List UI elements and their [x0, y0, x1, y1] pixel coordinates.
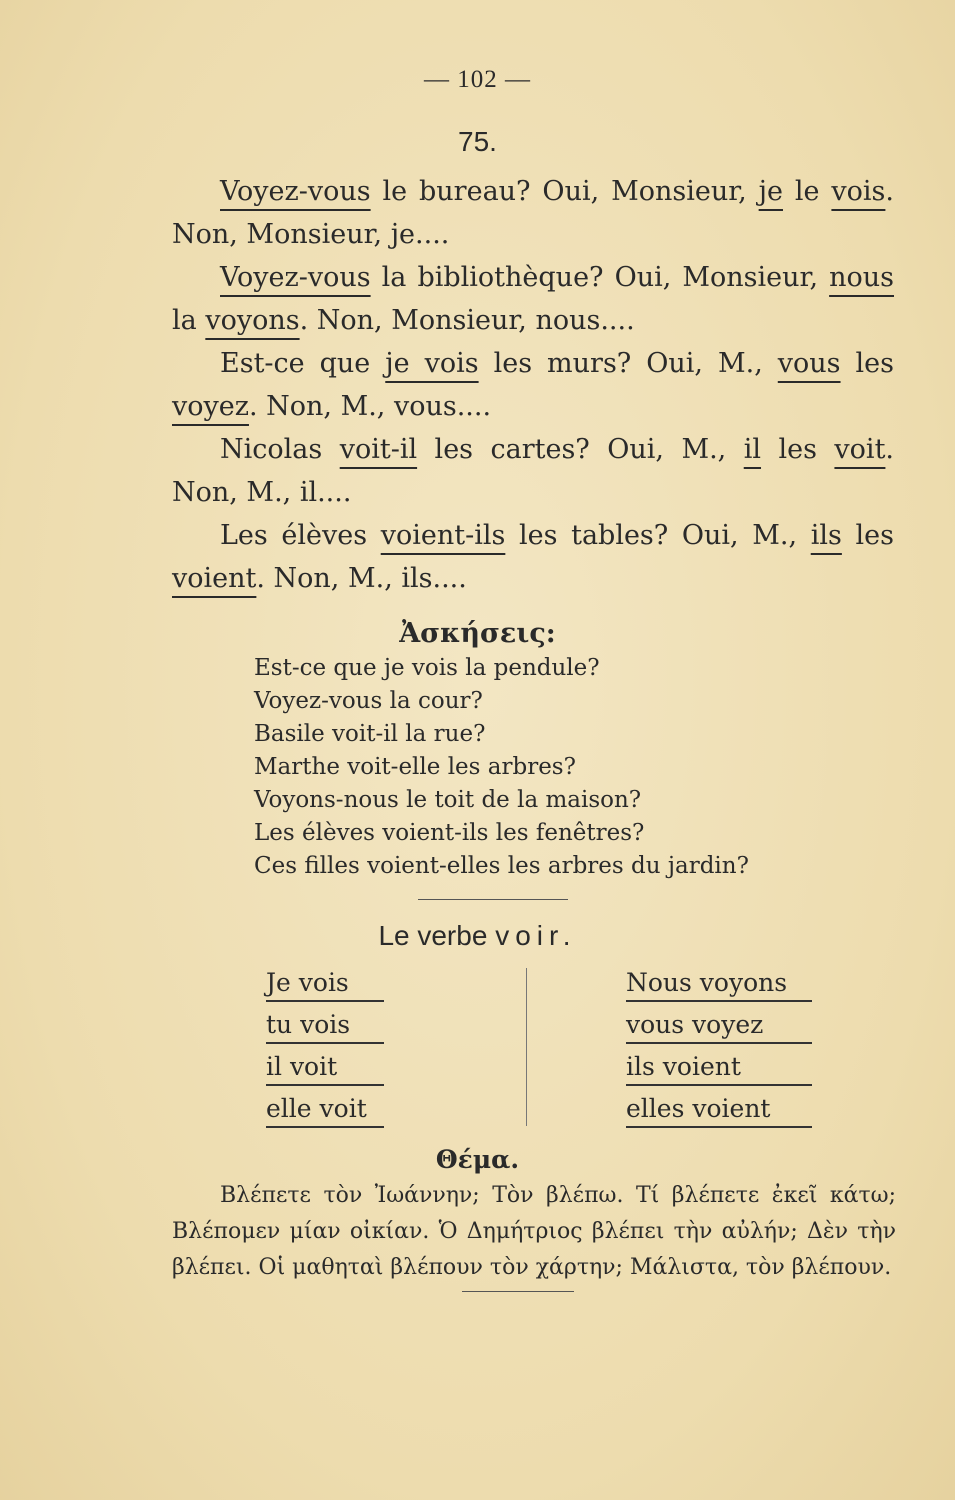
- underlined-word: voyons: [205, 305, 300, 336]
- text-run: les murs? Oui, M.,: [478, 348, 778, 379]
- theme-title: Θέμα.: [435, 1145, 520, 1174]
- text-run: Les élèves: [220, 520, 381, 551]
- underlined-word: vous: [777, 348, 841, 379]
- reading-paragraph: [172, 428, 894, 514]
- verb-title: [0, 920, 955, 952]
- exercise-item: Les élèves voient-ils les fenêtres?: [254, 820, 645, 846]
- conjugation-cell: vous voyez: [626, 1012, 812, 1044]
- underlined-word: je: [758, 176, 783, 207]
- exercise-item: Marthe voit-elle les arbres?: [254, 754, 576, 780]
- conjugation-cell: elles voient: [626, 1096, 812, 1128]
- underlined-word: Voyez-vous: [220, 176, 371, 207]
- underlined-word: voit: [834, 434, 886, 465]
- text-run: . Non, M., il....: [172, 434, 895, 508]
- exercise-item: Voyez-vous la cour?: [254, 688, 483, 714]
- conjugation-cell: tu vois: [266, 1012, 384, 1044]
- reading-paragraph: [172, 342, 894, 428]
- conjugation-cell: il voit: [266, 1054, 384, 1086]
- underlined-word: vois: [831, 176, 886, 207]
- conjugation-plural: [626, 970, 812, 1138]
- underlined-word: voyez: [172, 391, 249, 422]
- underlined-word: Voyez-vous: [220, 262, 371, 293]
- page-number: — 102 —: [424, 66, 531, 93]
- text-run: . Non, M., vous....: [248, 391, 492, 422]
- theme-text: [172, 1178, 896, 1286]
- exercises-list: [254, 652, 749, 883]
- conjugation-cell: Je vois: [266, 970, 384, 1002]
- verb-title-prefix: Le verbe: [378, 920, 488, 951]
- text-run: les: [840, 348, 894, 379]
- conjugation-cell: elle voit: [266, 1096, 384, 1128]
- conjugation-cell: Nous voyons: [626, 970, 812, 1002]
- reading-paragraph: [172, 514, 894, 600]
- section-divider: [418, 899, 568, 900]
- text-run: . Non, Monsieur, nous....: [299, 305, 635, 336]
- text-run: Est-ce que: [220, 348, 386, 379]
- lesson-number: 75.: [458, 126, 497, 157]
- text-run: la: [172, 305, 206, 336]
- text-run: . Non, Monsieur, je....: [172, 176, 894, 250]
- text-run: les: [761, 434, 835, 465]
- reading-paragraph: [172, 170, 894, 256]
- exercise-item: Voyons-nous le toit de la maison?: [254, 787, 642, 813]
- underlined-word: nous: [829, 262, 894, 293]
- underlined-word: voit-il: [339, 434, 418, 465]
- end-divider: [462, 1291, 574, 1292]
- underlined-word: je vois: [385, 348, 479, 379]
- conjugation-cell: ils voient: [626, 1054, 812, 1086]
- verb-title-verb: voir.: [495, 920, 577, 951]
- conjugation-divider: [526, 968, 527, 1126]
- theme-body: Βλέπετε τὸν Ἰωάννην; Τὸν βλέπω. Τί βλέπετε ἐκεῖ κάτω; Βλέπομεν μίαν οἰκίαν. Ὁ Δημήτριος βλέπει τὴν αὐλήν; Δὲν τὴν βλέπει. Οἱ μαθηταὶ βλέπουν τὸν χάρτην; Μάλιστα, τὸν βλέπουν.: [172, 1183, 896, 1280]
- underlined-word: il: [743, 434, 762, 465]
- exercises-title: Ἀσκήσεις:: [399, 618, 556, 649]
- conjugation-singular: [266, 970, 384, 1138]
- underlined-word: voient-ils: [380, 520, 506, 551]
- underlined-word: voient: [172, 563, 257, 594]
- text-run: Nicolas: [220, 434, 340, 465]
- exercise-item: Basile voit-il la rue?: [254, 721, 486, 747]
- text-run: les: [841, 520, 894, 551]
- underlined-word: ils: [810, 520, 842, 551]
- text-run: le bureau? Oui, Monsieur,: [370, 176, 759, 207]
- reading-text: [172, 170, 894, 600]
- text-run: la bibliothèque? Oui, Monsieur,: [370, 262, 830, 293]
- exercise-item: Est-ce que je vois la pendule?: [254, 655, 600, 681]
- text-run: . Non, M., ils....: [256, 563, 467, 594]
- text-run: les tables? Oui, M.,: [505, 520, 811, 551]
- reading-paragraph: [172, 256, 894, 342]
- text-run: le: [783, 176, 832, 207]
- text-run: les cartes? Oui, M.,: [417, 434, 744, 465]
- exercise-item: Ces filles voient-elles les arbres du jardin?: [254, 853, 749, 879]
